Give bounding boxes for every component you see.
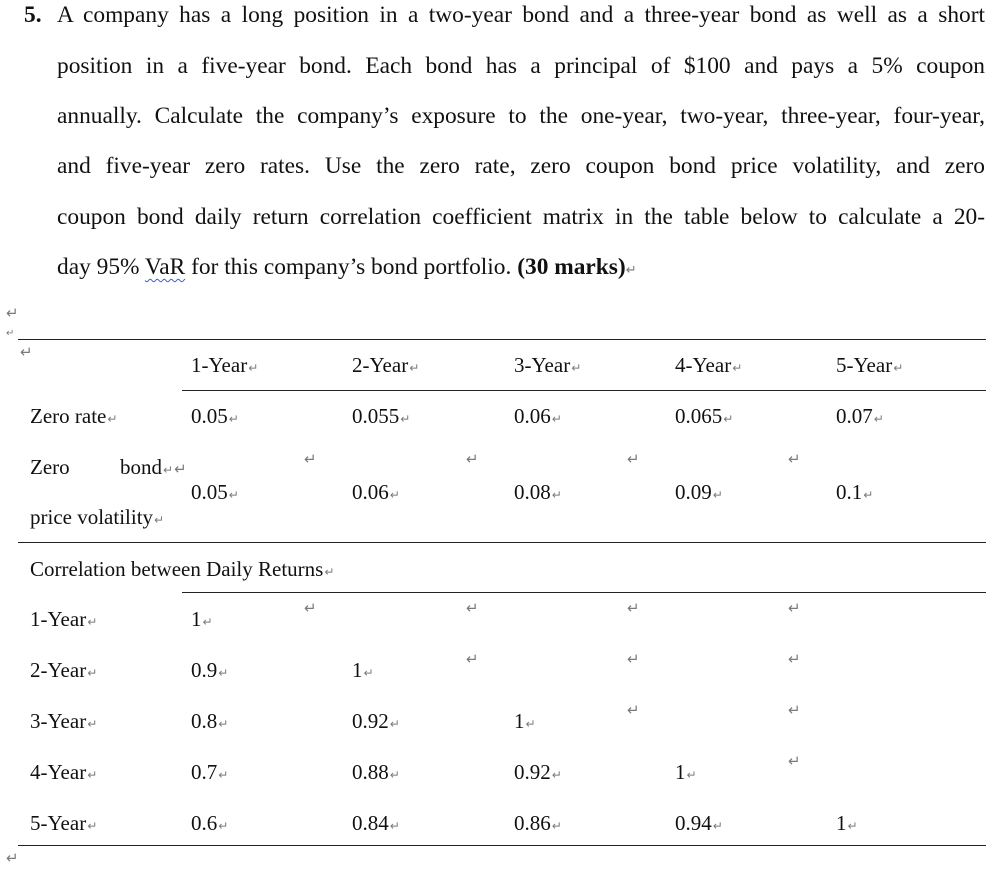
- paragraph-mark-icon: ↵: [627, 450, 640, 468]
- var-abbreviation: VaR: [144, 254, 186, 280]
- correlation-value: 0.88↵: [352, 760, 400, 784]
- correlation-row-label: 5-Year↵: [30, 811, 98, 835]
- zero-rate-3-year: 0.06↵: [514, 404, 562, 428]
- correlation-value: 1↵: [675, 760, 697, 784]
- paragraph-mark-icon: ↵: [304, 599, 317, 617]
- paragraph-mark-icon: ↵: [466, 650, 479, 668]
- zero-rate-1-year: 0.05↵: [191, 404, 239, 428]
- paragraph-mark-icon: ↵: [20, 343, 33, 361]
- correlation-value: 0.7↵: [191, 760, 229, 784]
- question-line-6-start: day 95%: [57, 254, 145, 280]
- volatility-3-year: 0.08↵: [514, 480, 562, 504]
- question-line-5: coupon bond daily return correlation coefficient matrix in the table below to calculate a 20-: [57, 204, 985, 230]
- header-rule: [182, 390, 986, 391]
- volatility-label-rest: price volatility↵: [30, 505, 165, 529]
- paragraph-mark-icon: ↵: [6, 304, 19, 322]
- paragraph-mark-icon: ↵: [466, 599, 479, 617]
- table-top-rule: [18, 339, 986, 340]
- correlation-value: 0.8↵: [191, 709, 229, 733]
- correlation-value: 0.9↵: [191, 658, 229, 682]
- zero-rate-label: Zero rate↵: [30, 404, 118, 428]
- zero-rate-5-year: 0.07↵: [836, 404, 884, 428]
- correlation-value: 0.92↵: [352, 709, 400, 733]
- question-line-2: position in a five-year bond. Each bond has a principal of $100 and pays a 5% coupon: [57, 53, 985, 79]
- paragraph-mark-icon: ↵: [304, 450, 317, 468]
- paragraph-mark-icon: ↵: [466, 450, 479, 468]
- header-2-year: 2-Year↵: [352, 353, 420, 377]
- question-line-1: A company has a long position in a two-year bond and a three-year bond as well as a short: [57, 2, 985, 28]
- paragraph-mark-icon: ↵: [625, 263, 637, 278]
- volatility-5-year: 0.1↵: [836, 480, 874, 504]
- correlation-row-label: 3-Year↵: [30, 709, 98, 733]
- header-5-year: 5-Year↵: [836, 353, 904, 377]
- question-line-6: [57, 252, 637, 286]
- header-1-year: 1-Year↵: [191, 353, 259, 377]
- correlation-value: 0.86↵: [514, 811, 562, 835]
- paragraph-mark-icon: ↵: [6, 849, 19, 867]
- question-line-4: and five-year zero rates. Use the zero rate, zero coupon bond price volatility, and zero: [57, 153, 985, 179]
- question-line-3: annually. Calculate the company’s exposure to the one-year, two-year, three-year, four-year,: [57, 103, 985, 129]
- volatility-label-bond: bond↵↵: [120, 455, 187, 479]
- paragraph-mark-icon: ↵: [6, 328, 15, 339]
- correlation-row-label: 1-Year↵: [30, 607, 98, 631]
- header-4-year: 4-Year↵: [675, 353, 743, 377]
- correlation-row-label: 2-Year↵: [30, 658, 98, 682]
- paragraph-mark-icon: ↵: [627, 701, 640, 719]
- correlation-value: 0.94↵: [675, 811, 723, 835]
- section-rule: [18, 542, 986, 543]
- correlation-title: Correlation between Daily Returns↵: [30, 557, 335, 581]
- correlation-row-label: 4-Year↵: [30, 760, 98, 784]
- zero-rate-2-year: 0.055↵: [352, 404, 411, 428]
- correlation-value: 0.84↵: [352, 811, 400, 835]
- paragraph-mark-icon: ↵: [788, 450, 801, 468]
- question-line-6-end: for this company’s bond portfolio.: [185, 254, 518, 280]
- correlation-value: 1↵: [191, 607, 213, 631]
- correlation-value: 1↵: [352, 658, 374, 682]
- paragraph-mark-icon: ↵: [627, 599, 640, 617]
- table-bottom-rule: [18, 845, 986, 846]
- correlation-header-rule: [182, 592, 986, 593]
- paragraph-mark-icon: ↵: [788, 599, 801, 617]
- paragraph-mark-icon: ↵: [788, 650, 801, 668]
- question-number: 5.: [24, 2, 42, 28]
- volatility-4-year: 0.09↵: [675, 480, 723, 504]
- volatility-label-zero: Zero: [30, 455, 70, 479]
- marks-label: (30 marks): [517, 254, 626, 280]
- header-3-year: 3-Year↵: [514, 353, 582, 377]
- correlation-value: 1↵: [514, 709, 536, 733]
- correlation-value: 1↵: [836, 811, 858, 835]
- correlation-value: 0.6↵: [191, 811, 229, 835]
- volatility-2-year: 0.06↵: [352, 480, 400, 504]
- paragraph-mark-icon: ↵: [788, 701, 801, 719]
- paragraph-mark-icon: ↵: [627, 650, 640, 668]
- volatility-1-year: 0.05↵: [191, 480, 239, 504]
- zero-rate-4-year: 0.065↵: [675, 404, 734, 428]
- paragraph-mark-icon: ↵: [788, 752, 801, 770]
- correlation-value: 0.92↵: [514, 760, 562, 784]
